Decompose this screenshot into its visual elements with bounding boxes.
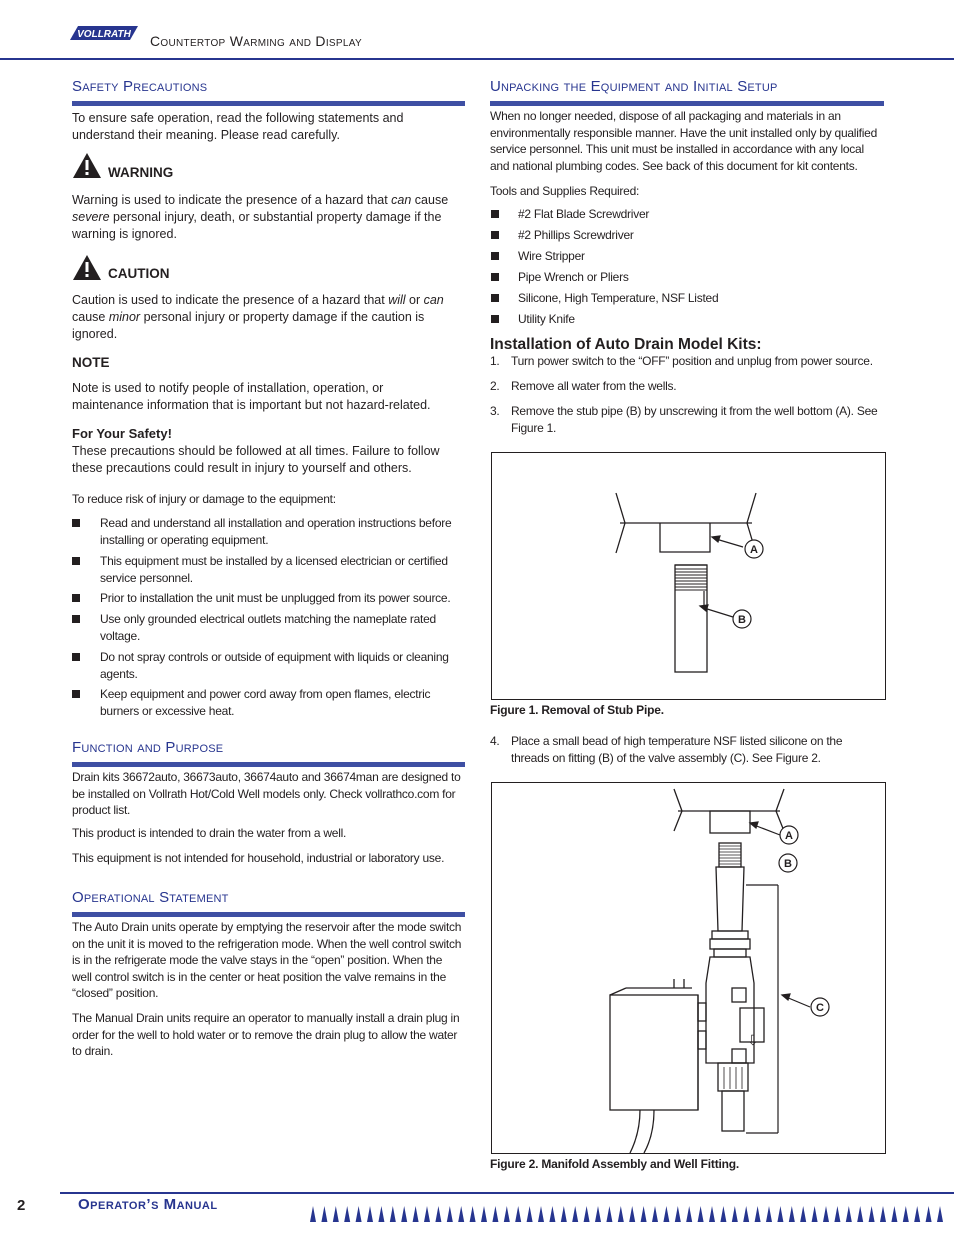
unpacking-heading: Unpacking the Equipment and Initial Setup — [490, 78, 778, 95]
bullet-icon — [491, 210, 499, 218]
function-heading: Function and Purpose — [72, 739, 224, 756]
bullet-icon — [72, 653, 80, 661]
figure-1-caption: Figure 1. Removal of Stub Pipe. — [490, 703, 664, 717]
svg-text:VOLLRATH: VOLLRATH — [77, 29, 131, 40]
manifold-assembly-diagram — [492, 783, 885, 1153]
operational-p2: The Manual Drain units require an operator to manually install a drain plug in order for the well to hold water or to remove the drain plug to allow the water to drain. — [72, 1011, 460, 1058]
bullet-icon — [491, 315, 499, 323]
caution-text: Caution is used to indicate the presence of a hazard that will or can cause minor personal injury or property damage if the caution is ignored. — [72, 293, 444, 341]
bullet-icon — [72, 594, 80, 602]
footer-triangle — [675, 1206, 681, 1222]
tool-item: Wire Stripper — [518, 249, 585, 263]
step-number: 2. — [490, 379, 500, 393]
footer-triangle — [698, 1206, 704, 1222]
section-bar — [72, 912, 465, 917]
footer-triangle — [413, 1206, 419, 1222]
page-number: 2 — [17, 1197, 26, 1214]
footer-triangle — [709, 1206, 715, 1222]
footer-triangle — [595, 1206, 601, 1222]
for-safety-label: For Your Safety! — [72, 426, 172, 441]
step-number: 1. — [490, 354, 500, 368]
step-text: Remove all water from the wells. — [511, 379, 677, 393]
step-number: 4. — [490, 734, 500, 748]
figure-2-box — [491, 782, 886, 1154]
step-text: Turn power switch to the “OFF” position and unplug from power source. — [511, 354, 873, 368]
footer-triangle — [344, 1206, 350, 1222]
caution-icon — [72, 254, 102, 281]
safety-bullet-item: Do not spray controls or outside of equipment with liquids or cleaning agents. — [100, 650, 449, 681]
section-bar — [72, 101, 465, 106]
footer-triangle — [800, 1206, 806, 1222]
function-p3: This equipment is not intended for household, industrial or laboratory use. — [72, 851, 445, 865]
install-heading: Installation of Auto Drain Model Kits: — [490, 336, 762, 353]
function-p2: This product is intended to drain the water from a well. — [72, 826, 347, 840]
footer-triangle — [857, 1206, 863, 1222]
safety-bullet-item: Prior to installation the unit must be unplugged from its power source. — [100, 591, 451, 605]
footer-triangle — [766, 1206, 772, 1222]
footer-triangle — [823, 1206, 829, 1222]
footer-triangle — [333, 1206, 339, 1222]
figure-2-label-b: B — [784, 858, 792, 870]
footer-triangle — [321, 1206, 327, 1222]
bullet-icon — [491, 294, 499, 302]
warning-label: WARNING — [108, 165, 174, 180]
operational-heading: Operational Statement — [72, 889, 229, 906]
footer-rule — [60, 1192, 954, 1194]
footer-triangle — [686, 1206, 692, 1222]
figure-2-label-c: C — [816, 1002, 824, 1014]
section-bar — [72, 762, 465, 767]
bullet-icon — [72, 690, 80, 698]
footer-triangle — [755, 1206, 761, 1222]
footer-title: Operator’s Manual — [78, 1196, 218, 1213]
tool-item: #2 Flat Blade Screwdriver — [518, 207, 650, 221]
step-text: Place a small bead of high temperature NSF listed silicone on the threads on fitting (B) of the valve assembly (C). See Figure 2. — [511, 734, 843, 765]
header-rule — [0, 58, 954, 60]
footer-triangle — [629, 1206, 635, 1222]
caution-label: CAUTION — [108, 266, 170, 281]
footer-triangle — [618, 1206, 624, 1222]
function-p1: Drain kits 36672auto, 36673auto, 36674auto and 36674man are designed to be installed on Vollrath Hot/Cold Well models only. Check vollrathco.com for product list. — [72, 770, 461, 817]
footer-triangle — [732, 1206, 738, 1222]
footer-triangle — [435, 1206, 441, 1222]
footer-triangle — [720, 1206, 726, 1222]
safety-bullet-item: This equipment must be installed by a licensed electrician or certified service personnel. — [100, 554, 448, 585]
unpacking-p1: When no longer needed, dispose of all packaging and materials in an environmentally responsible manner. Have the unit installed only by qualified service personnel. This unit must be installed in accordance with any local and national plumbing codes. See back of this document for kit contents. — [490, 109, 877, 173]
footer-triangle — [549, 1206, 555, 1222]
safety-bullet-item: Use only grounded electrical outlets matching the nameplate rated voltage. — [100, 612, 436, 643]
footer-triangle — [504, 1206, 510, 1222]
footer-triangle — [789, 1206, 795, 1222]
tools-label: Tools and Supplies Required: — [490, 184, 640, 198]
footer-triangle — [937, 1206, 943, 1222]
step-text: Remove the stub pipe (B) by unscrewing it from the well bottom (A). See Figure 1. — [511, 404, 878, 435]
footer-triangle — [663, 1206, 669, 1222]
footer-triangle — [846, 1206, 852, 1222]
footer-triangle — [356, 1206, 362, 1222]
bullet-icon — [72, 615, 80, 623]
footer-triangle — [367, 1206, 373, 1222]
bullet-icon — [491, 252, 499, 260]
vollrath-logo — [68, 22, 140, 44]
footer-triangle — [891, 1206, 897, 1222]
figure-1-label-b: B — [738, 614, 746, 626]
footer-triangle — [880, 1206, 886, 1222]
tool-item: Silicone, High Temperature, NSF Listed — [518, 291, 719, 305]
reduce-risk-text: To reduce risk of injury or damage to the equipment: — [72, 492, 336, 506]
footer-triangle — [561, 1206, 567, 1222]
bullet-icon — [72, 557, 80, 565]
tool-item: #2 Phillips Screwdriver — [518, 228, 634, 242]
note-label: NOTE — [72, 355, 110, 370]
warning-text: Warning is used to indicate the presence of a hazard that can cause severe personal injury, death, or substantial property damage if the warning is ignored. — [72, 193, 449, 241]
footer-triangle — [310, 1206, 316, 1222]
footer-triangle — [481, 1206, 487, 1222]
footer-triangle — [834, 1206, 840, 1222]
footer-triangle — [606, 1206, 612, 1222]
figure-1-label-a: A — [750, 544, 758, 556]
footer-triangle-pattern — [308, 1205, 948, 1223]
safety-bullet-item: Keep equipment and power cord away from open flames, electric burners or excessive heat. — [100, 687, 431, 718]
step-number: 3. — [490, 404, 500, 418]
bullet-icon — [491, 231, 499, 239]
footer-triangle — [903, 1206, 909, 1222]
stub-pipe-diagram — [492, 453, 885, 699]
safety-bullet-item: Read and understand all installation and operation instructions before installing or operating equipment. — [100, 516, 452, 547]
footer-triangle — [390, 1206, 396, 1222]
section-bar — [490, 101, 884, 106]
footer-triangle — [492, 1206, 498, 1222]
safety-intro: To ensure safe operation, read the following statements and understand their meaning. Please read carefully. — [72, 111, 404, 142]
footer-triangle — [743, 1206, 749, 1222]
footer-triangle — [914, 1206, 920, 1222]
footer-triangle — [527, 1206, 533, 1222]
footer-triangle — [641, 1206, 647, 1222]
footer-triangle — [447, 1206, 453, 1222]
footer-triangle — [926, 1206, 932, 1222]
tool-item: Utility Knife — [518, 312, 575, 326]
figure-1-box — [491, 452, 886, 700]
operational-p1: The Auto Drain units operate by emptying the reservoir after the mode switch on the unit it is moved to the refrigeration mode. When the well control switch is in the refrigerate mode the valve stays in the “open” position. When the well control switch is in the center or heat position the valve remains in the “closed” position. — [72, 920, 462, 1000]
footer-triangle — [584, 1206, 590, 1222]
footer-triangle — [777, 1206, 783, 1222]
footer-triangle — [458, 1206, 464, 1222]
flow-arrow-icon: ⇩ — [747, 1033, 759, 1049]
footer-triangle — [869, 1206, 875, 1222]
footer-triangle — [470, 1206, 476, 1222]
footer-triangle — [515, 1206, 521, 1222]
bullet-icon — [72, 519, 80, 527]
footer-triangle — [652, 1206, 658, 1222]
footer-triangle — [424, 1206, 430, 1222]
figure-2-caption: Figure 2. Manifold Assembly and Well Fitting. — [490, 1157, 740, 1171]
for-safety-text: These precautions should be followed at all times. Failure to follow these precautions could result in injury to yourself and others. — [72, 444, 440, 475]
footer-triangle — [572, 1206, 578, 1222]
bullet-icon — [491, 273, 499, 281]
tool-item: Pipe Wrench or Pliers — [518, 270, 629, 284]
note-text: Note is used to notify people of installation, operation, or maintenance information that is important but not hazard-related. — [72, 381, 431, 412]
figure-2-label-a: A — [785, 830, 793, 842]
document-title: Countertop Warming and Display — [150, 33, 362, 49]
footer-triangle — [538, 1206, 544, 1222]
warning-icon — [72, 152, 102, 179]
safety-heading: Safety Precautions — [72, 78, 208, 95]
footer-triangle — [378, 1206, 384, 1222]
footer-triangle — [812, 1206, 818, 1222]
footer-triangle — [401, 1206, 407, 1222]
